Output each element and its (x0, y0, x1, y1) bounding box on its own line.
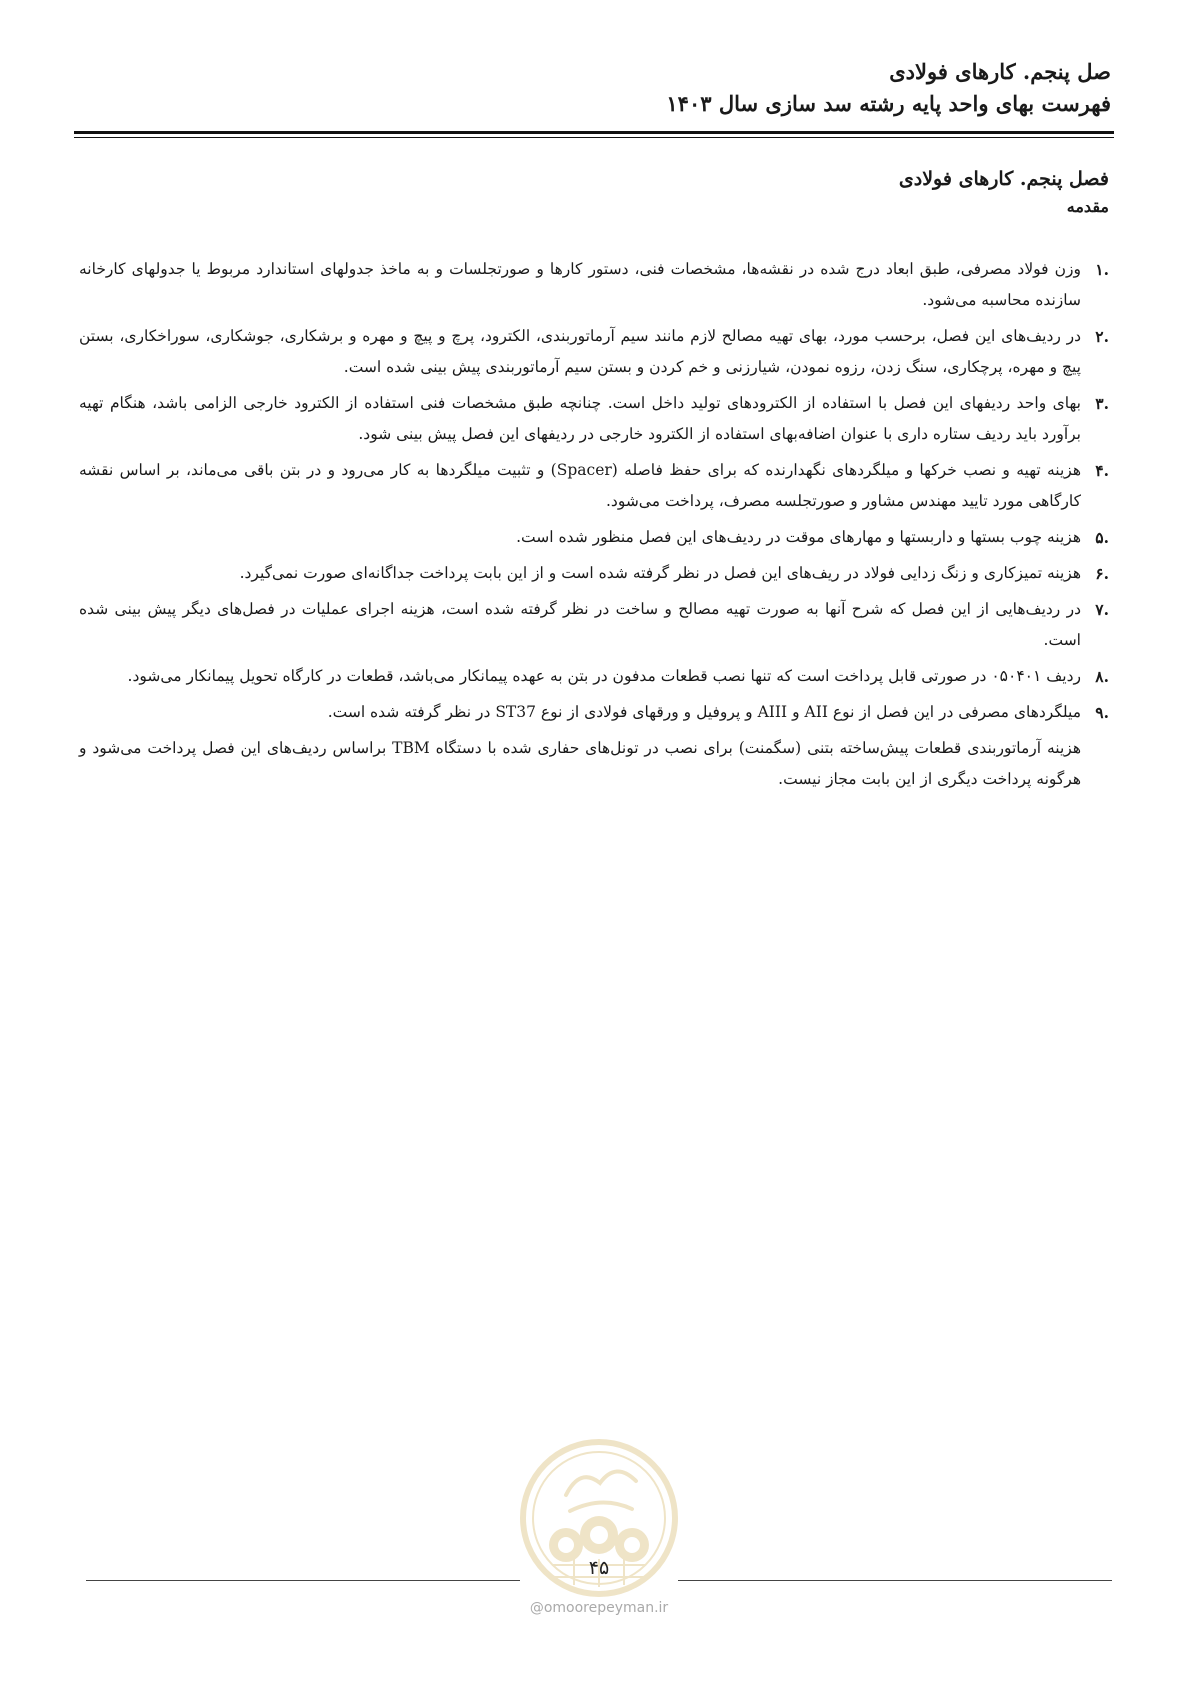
list-item-text: میلگردهای مصرفی در این فصل از نوع AII و AIII و پروفیل و ورقهای فولادی از نوع ST37 در نظر گرفته شده است. (327, 703, 1081, 721)
header-chapter: صل پنجم. کارهای فولادی (889, 59, 1111, 84)
section-title: مقدمه (1066, 197, 1109, 216)
list-item (79, 558, 1109, 589)
site-watermark: @omoorepeyman.ir (529, 1600, 669, 1616)
list-item-text: هزینه تمیزکاری و زنگ زدایی فولاد در ریف‌های این فصل در نظر گرفته شده است و از این بابت پرداخت جداگانه‌ای صورت نمی‌گیرد. (239, 564, 1081, 582)
list-item-text: هزینه تهیه و نصب خرکها و میلگردهای نگهدارنده که برای حفظ فاصله (Spacer) و تثبیت میلگردها به کار می‌رود و در بتن باقی می‌ماند، بر اساس نقشه کارگاهی مورد تایید مهندس مشاور و صورتجلسه مصرف، پرداخت می‌شود. (79, 461, 1081, 510)
footer-rule-left (86, 1580, 520, 1581)
list-item-number: .۶ (1095, 564, 1109, 583)
list-item (79, 522, 1109, 553)
page-header (81, 56, 1111, 120)
list-item-text: بهای واحد ردیفهای این فصل با استفاده از الکترودهای تولید داخل است. چنانچه طبق مشخصات فنی استفاده از الکترود خارجی الزامی باشد، هنگام تهیه برآورد باید ردیف ستاره داری با عنوان اضافه‌بهای استفاده از الکترود خارجی در ردیفهای این فصل پیش بینی شود. (79, 394, 1081, 443)
list-item (79, 254, 1109, 316)
page-number: ۴۵ (588, 1557, 610, 1579)
introduction-list (79, 254, 1109, 728)
list-item-number: .۷ (1095, 600, 1109, 619)
footer-rule-right (678, 1580, 1112, 1581)
closing-paragraph: هزینه آرماتوربندی قطعات پیش‌ساخته بتنی (سگمنت) برای نصب در تونل‌های حفاری شده با دستگاه TBM براساس ردیف‌های این فصل پرداخت می‌شود و هرگونه پرداخت دیگری از این بابت مجاز نیست. (79, 739, 1081, 788)
list-item (79, 388, 1109, 450)
list-item-number: .۹ (1095, 703, 1109, 722)
list-item-number: .۵ (1095, 528, 1109, 547)
list-item-text: ردیف ۰۵۰۴۰۱ در صورتی قابل پرداخت است که تنها نصب قطعات مدفون در بتن به عهده پیمانکار می‌باشد، قطعات در کارگاه تحویل پیمانکار می‌شود. (127, 667, 1081, 685)
list-item-text: وزن فولاد مصرفی، طبق ابعاد درج شده در نقشه‌ها، مشخصات فنی، دستور کارها و صورتجلسات و به ماخذ جدولهای استاندارد مربوط یا جدولهای کارخانه سازنده محاسبه می‌شود. (79, 260, 1081, 309)
list-item-number: .۱ (1095, 260, 1109, 279)
list-item (79, 697, 1109, 728)
list-item (79, 594, 1109, 656)
header-rule-thin (74, 137, 1114, 138)
list-item-text: در ردیف‌هایی از این فصل که شرح آنها به صورت تهیه مصالح و ساخت در نظر گرفته شده است، هزینه اجرای عملیات در فصل‌های دیگر پیش بینی شده است. (79, 600, 1081, 649)
list-item-number: .۲ (1095, 327, 1109, 346)
header-document-title: فهرست بهای واحد پایه رشته سد سازی سال ۱۴۰۳ (666, 91, 1111, 116)
list-item-text: هزینه چوب بستها و داربستها و مهارهای موقت در ردیف‌های این فصل منظور شده است. (516, 528, 1081, 546)
list-item-text: در ردیف‌های این فصل، برحسب مورد، بهای تهیه مصالح لازم مانند سیم آرماتوربندی، الکترود، پرچ و پیچ و مهره و برشکاری، جوشکاری، سوراخکاری، بستن پیچ و مهره، پرچکاری، سنگ زدن، رزوه نمودن، شیارزنی و خم کردن و بستن سیم آرماتوربندی پیش بینی شده است. (79, 327, 1081, 376)
list-item-number: .۸ (1095, 667, 1109, 686)
main-content (79, 164, 1109, 795)
list-item-number: .۳ (1095, 394, 1109, 413)
list-item (79, 455, 1109, 517)
list-item-number: .۴ (1095, 461, 1109, 480)
list-item (79, 321, 1109, 383)
list-item (79, 661, 1109, 692)
chapter-title: فصل پنجم. کارهای فولادی (898, 168, 1109, 190)
header-rule-thick (74, 131, 1114, 134)
